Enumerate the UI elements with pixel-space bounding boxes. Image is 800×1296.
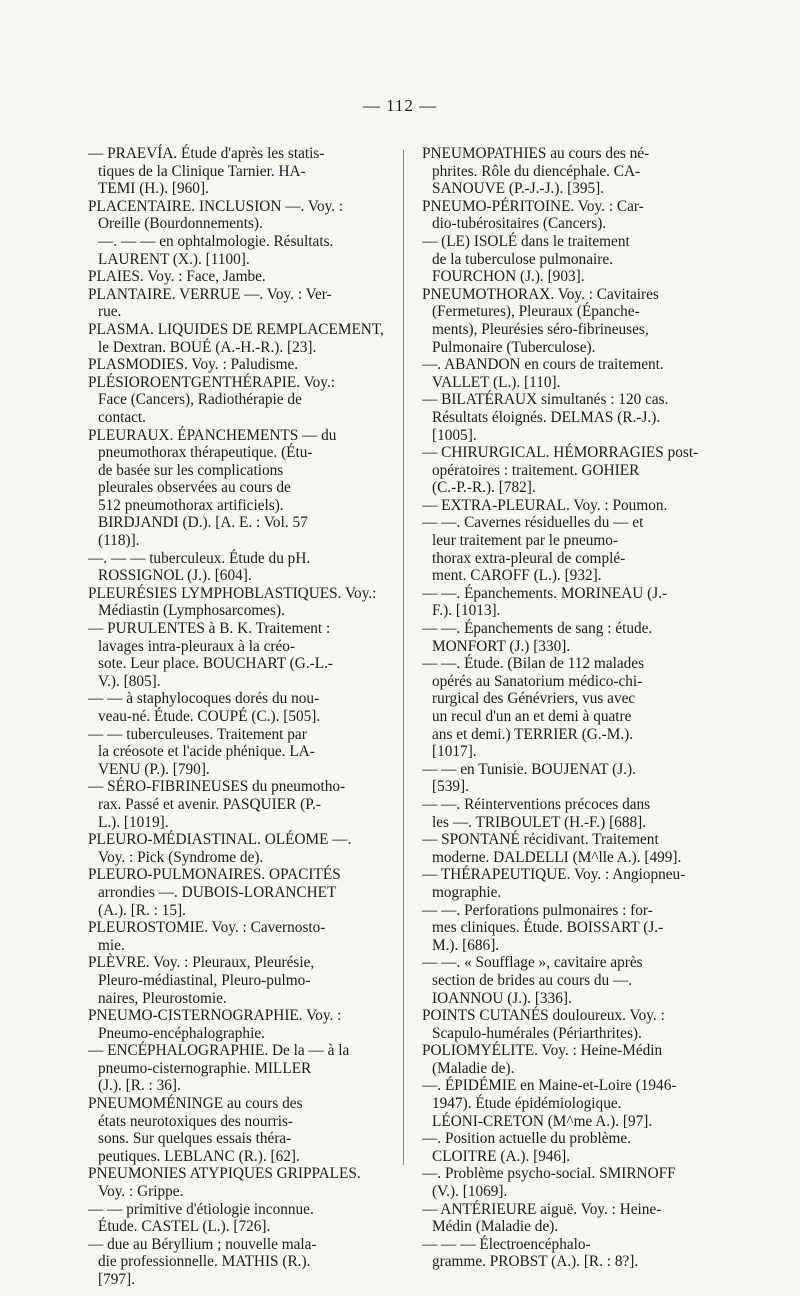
entry-line: TEMI (H.). [960]. xyxy=(98,180,209,198)
entry-line: de la tuberculose pulmonaire. xyxy=(432,250,613,268)
entry-line: — —. Perforations pulmonaires : for- xyxy=(422,901,653,919)
entry-line: — —. Épanchements de sang : étude. xyxy=(422,620,653,638)
entry-line: PLÈVRE. Voy. : Pleuraux, Pleurésie, xyxy=(88,954,315,972)
entry-line: BIRDJANDI (D.). [A. E. : Vol. 57 xyxy=(98,514,308,532)
entry-line: —. Problème psycho-social. SMIRNOFF xyxy=(422,1165,676,1183)
entry-line: ment. CAROFF (L.). [932]. xyxy=(432,567,602,585)
index-entry xyxy=(88,550,385,585)
entry-line: les —. TRIBOULET (H.-F.) [688]. xyxy=(432,813,647,831)
entry-line: — —. « Soufflage », cavitaire après xyxy=(422,954,643,972)
entry-line: — — tuberculeuses. Traitement par xyxy=(88,725,307,743)
entry-line: pneumothorax thérapeutique. (Étu- xyxy=(98,444,313,462)
entry-line: —. ABANDON en cours de traitement. xyxy=(422,356,664,374)
entry-line: PLEURO-MÉDIASTINAL. OLÉOME —. xyxy=(88,831,352,849)
entry-line: — ANTÉRIEURE aiguë. Voy. : Heine- xyxy=(422,1200,662,1218)
index-entry xyxy=(422,585,724,620)
entry-line: rax. Passé et avenir. PASQUIER (P.- xyxy=(98,795,321,813)
column-divider xyxy=(403,150,404,1165)
index-entry xyxy=(88,286,385,321)
entry-line: — (LE) ISOLÉ dans le traitement xyxy=(422,232,630,250)
entry-line: LAURENT (X.). [1100]. xyxy=(98,250,250,268)
entry-line: dio-tubérositaires (Cancers). xyxy=(432,215,607,233)
entry-line: — — en Tunisie. BOUJENAT (J.). xyxy=(422,760,636,778)
index-entry xyxy=(88,1165,385,1200)
entry-line: Pneumo-encéphalographie. xyxy=(98,1024,265,1042)
entry-line: Voy. : Pick (Syndrome de). xyxy=(98,848,264,866)
entry-line: VENU (P.). [790]. xyxy=(98,760,210,778)
index-entry xyxy=(422,1042,724,1077)
entry-line: CLOITRE (A.). [946]. xyxy=(432,1147,571,1165)
entry-line: (V.). [1069]. xyxy=(432,1183,508,1201)
index-entry xyxy=(88,919,385,954)
entry-line: sons. Sur quelques essais théra- xyxy=(98,1130,292,1148)
entry-line: SANOUVE (P.-J.-J.). [395]. xyxy=(432,180,605,198)
index-entry xyxy=(88,1042,385,1095)
index-entry xyxy=(88,145,385,198)
page-number: — 112 — xyxy=(362,96,438,115)
index-entry xyxy=(422,954,724,1007)
entry-line: — —. Cavernes résiduelles du — et xyxy=(422,514,644,532)
entry-line: mes cliniques. Étude. BOISSART (J.- xyxy=(432,919,664,937)
entry-line: 1947). Étude épidémiologique. xyxy=(432,1095,622,1113)
entry-line: opératoires : traitement. GOHIER xyxy=(432,461,640,479)
entry-line: Étude. CASTEL (L.). [726]. xyxy=(98,1218,271,1236)
entry-line: — BILATÉRAUX simultanés : 120 cas. xyxy=(422,391,669,409)
entry-line: lavages intra-pleuraux à la créo- xyxy=(98,637,296,655)
index-entry xyxy=(88,585,385,620)
index-entry xyxy=(422,391,724,444)
index-entry xyxy=(88,321,385,356)
entry-line: Médiastin (Lymphosarcomes). xyxy=(98,602,285,620)
entry-line: Face (Cancers), Radiothérapie de xyxy=(98,391,302,409)
entry-line: Pleuro-médiastinal, Pleuro-pulmo- xyxy=(98,971,311,989)
index-entry xyxy=(88,374,385,427)
entry-line: veau-né. Étude. COUPÉ (C.). [505]. xyxy=(98,708,321,725)
entry-line: PLASMODIES. Voy. : Paludisme. xyxy=(88,356,299,374)
entry-line: opérés au Sanatorium médico-chi- xyxy=(432,672,643,690)
index-entry xyxy=(422,497,724,515)
index-entry xyxy=(422,655,724,761)
entry-line: PLÉSIOROENTGENTHÉRAPIE. Voy.: xyxy=(88,373,336,391)
entry-line: PNEUMOMÉNINGE au cours des xyxy=(88,1095,303,1113)
index-entry xyxy=(88,866,385,919)
entry-line: thorax extra-pleural de complé- xyxy=(432,549,626,567)
index-entry xyxy=(422,1077,724,1130)
entry-line: VALLET (L.). [110]. xyxy=(432,373,561,391)
index-entry xyxy=(422,1007,724,1042)
entry-line: — PRAEVÍA. Étude d'après les statis- xyxy=(88,145,325,162)
entry-line: états neurotoxiques des nourris- xyxy=(98,1112,293,1130)
entry-line: PNEUMOTHORAX. Voy. : Cavitaires xyxy=(422,285,659,303)
entry-line: —. — — tuberculeux. Étude du pH. xyxy=(88,549,311,567)
index-entry xyxy=(88,1095,385,1165)
entry-line: Oreille (Bourdonnements). xyxy=(98,215,263,233)
entry-line: PLEURO-PULMONAIRES. OPACITÉS xyxy=(88,866,341,884)
entry-line: LÉONI-CRETON (M^me A.). [97]. xyxy=(432,1112,653,1130)
entry-line: L.). [1019]. xyxy=(98,813,169,831)
entry-line: Médin (Maladie de). xyxy=(432,1218,559,1236)
entry-line: V.). [805]. xyxy=(98,672,161,690)
entry-line: (Fermetures), Pleuraux (Épanche- xyxy=(432,303,640,321)
entry-line: peutiques. LEBLANC (R.). [62]. xyxy=(98,1147,300,1165)
entry-line: M.). [686]. xyxy=(432,936,500,954)
entry-line: rue. xyxy=(98,303,122,321)
entry-line: — — à staphylocoques dorés du nou- xyxy=(88,690,320,708)
entry-line: FOURCHON (J.). [903]. xyxy=(432,268,585,286)
entry-line: contact. xyxy=(98,408,146,426)
entry-line: pleurales observées au cours de xyxy=(98,479,291,497)
index-entry xyxy=(422,866,724,901)
entry-line: —. Position actuelle du problème. xyxy=(422,1130,632,1148)
entry-line: le Dextran. BOUÉ (A.-H.-R.). [23]. xyxy=(98,338,317,356)
index-entry xyxy=(422,831,724,866)
index-entry xyxy=(422,145,724,198)
index-entry xyxy=(422,356,724,391)
entry-line: la créosote et l'acide phénique. LA- xyxy=(98,743,315,761)
entry-line: PLAIES. Voy. : Face, Jambe. xyxy=(88,268,266,286)
entry-line: — SÉRO-FIBRINEUSES du pneumotho- xyxy=(88,778,346,796)
entry-line: — —. Étude. (Bilan de 112 malades xyxy=(422,655,645,673)
entry-line: PNEUMO-PÉRITOINE. Voy. : Car- xyxy=(422,197,644,215)
entry-line: arrondies —. DUBOIS-LORANCHET xyxy=(98,883,337,901)
entry-line: PNEUMOPATHIES au cours des né- xyxy=(422,145,650,162)
entry-line: —. ÉPIDÉMIE en Maine-et-Loire (1946- xyxy=(422,1077,677,1095)
entry-line: Résultats éloignés. DELMAS (R.-J.). xyxy=(432,408,661,426)
entry-line: ROSSIGNOL (J.). [604]. xyxy=(98,567,252,585)
entry-line: — —. Réinterventions précoces dans xyxy=(422,795,651,813)
index-entry xyxy=(422,1201,724,1236)
index-entry xyxy=(88,620,385,690)
index-entry xyxy=(88,831,385,866)
index-entry xyxy=(88,356,385,374)
index-entry xyxy=(88,268,385,286)
entry-line: un recul d'un an et demi à quatre xyxy=(432,708,632,725)
index-entry xyxy=(422,796,724,831)
index-entry xyxy=(88,1201,385,1236)
index-entry xyxy=(422,514,724,584)
entry-line: (J.). [R. : 36]. xyxy=(98,1077,181,1095)
entry-line: Pulmonaire (Tuberculose). xyxy=(432,338,596,356)
entry-line: moderne. DALDELLI (M^lle A.). [499]. xyxy=(432,848,682,866)
index-entry xyxy=(88,198,385,268)
entry-line: die professionnelle. MATHIS (R.). xyxy=(98,1253,311,1271)
entry-line: PLASMA. LIQUIDES DE REMPLACEMENT, xyxy=(88,320,384,338)
entry-line: IOANNOU (J.). [336]. xyxy=(432,989,572,1007)
index-entry xyxy=(88,427,385,550)
index-entry xyxy=(422,444,724,497)
entry-line: PNEUMONIES ATYPIQUES GRIPPALES. xyxy=(88,1165,361,1183)
index-entry xyxy=(88,778,385,831)
index-entry xyxy=(88,690,385,725)
index-entry xyxy=(422,286,724,356)
index-entry xyxy=(88,1236,385,1289)
index-entry xyxy=(422,902,724,955)
index-entry xyxy=(422,1130,724,1165)
index-entry xyxy=(88,726,385,779)
entry-line: — —. Épanchements. MORINEAU (J.- xyxy=(422,584,668,602)
entry-line: — PURULENTES à B. K. Traitement : xyxy=(88,620,331,638)
entry-line: de basée sur les complications xyxy=(98,461,284,479)
entry-line: — CHIRURGICAL. HÉMORRAGIES post- xyxy=(422,444,699,462)
entry-line: gramme. PROBST (A.). [R. : 8?]. xyxy=(432,1253,639,1271)
entry-line: PLANTAIRE. VERRUE —. Voy. : Ver- xyxy=(88,285,332,303)
entry-line: rurgical des Génévriers, vus avec xyxy=(432,690,636,708)
entry-line: — SPONTANÉ récidivant. Traitement xyxy=(422,831,659,849)
entry-line: ans et demi.) TERRIER (G.-M.). xyxy=(432,725,634,743)
index-entry xyxy=(88,1007,385,1042)
entry-line: Scapulo-humérales (Périarthrites). xyxy=(432,1024,642,1042)
index-entry xyxy=(422,1165,724,1200)
index-entry xyxy=(422,1236,724,1271)
entry-line: PLEURAUX. ÉPANCHEMENTS — du xyxy=(88,426,337,444)
entry-line: mie. xyxy=(98,936,125,954)
entry-line: pneumo-cisternographie. MILLER xyxy=(98,1059,312,1077)
entry-line: ments), Pleurésies séro-fibrineuses, xyxy=(432,320,649,338)
entry-line: [539]. xyxy=(432,778,469,796)
entry-line: POLIOMYÉLITE. Voy. : Heine-Médin xyxy=(422,1042,663,1060)
index-column-right xyxy=(422,145,724,1271)
entry-line: — THÉRAPEUTIQUE. Voy. : Angiopneu- xyxy=(422,866,686,884)
index-column-left xyxy=(88,145,385,1289)
index-entry xyxy=(422,233,724,286)
entry-line: — due au Béryllium ; nouvelle mala- xyxy=(88,1235,317,1253)
entry-line: F.). [1013]. xyxy=(432,602,501,620)
entry-line: (A.). [R. : 15]. xyxy=(98,901,186,919)
entry-line: PNEUMO-CISTERNOGRAPHIE. Voy. : xyxy=(88,1007,342,1025)
entry-line: PLACENTAIRE. INCLUSION —. Voy. : xyxy=(88,197,344,215)
index-entry xyxy=(422,198,724,233)
entry-line: [797]. xyxy=(98,1271,135,1288)
entry-line: 512 pneumothorax artificiels). xyxy=(98,496,284,514)
entry-line: — — primitive d'étiologie inconnue. xyxy=(88,1200,314,1218)
entry-line: — ENCÉPHALOGRAPHIE. De la — à la xyxy=(88,1042,350,1060)
index-entry xyxy=(422,620,724,655)
entry-line: —. — — en ophtalmologie. Résultats. xyxy=(98,232,334,250)
entry-line: — — — Électroencéphalo- xyxy=(422,1235,591,1253)
entry-line: tiques de la Clinique Tarnier. HA- xyxy=(98,162,306,180)
entry-line: naires, Pleurostomie. xyxy=(98,989,227,1007)
entry-line: phrites. Rôle du diencéphale. CA- xyxy=(432,162,641,180)
entry-line: [1017]. xyxy=(432,743,477,761)
entry-line: leur traitement par le pneumo- xyxy=(432,532,619,550)
entry-line: PLEURÉSIES LYMPHOBLASTIQUES. Voy.: xyxy=(88,584,377,602)
entry-line: section de brides au cours du —. xyxy=(432,971,633,989)
entry-line: (C.-P.-R.). [782]. xyxy=(432,479,536,497)
entry-line: [1005]. xyxy=(432,426,477,444)
entry-line: PLEUROSTOMIE. Voy. : Cavernosto- xyxy=(88,919,326,937)
index-entry xyxy=(422,761,724,796)
index-entry xyxy=(88,954,385,1007)
entry-line: mographie. xyxy=(432,883,502,901)
entry-line: — EXTRA-PLEURAL. Voy. : Poumon. xyxy=(422,496,668,514)
entry-line: (Maladie de). xyxy=(432,1059,515,1077)
entry-line: MONFORT (J.) [330]. xyxy=(432,637,571,655)
entry-line: sote. Leur place. BOUCHART (G.-L.- xyxy=(98,655,333,673)
entry-line: Voy. : Grippe. xyxy=(98,1183,184,1201)
entry-line: POINTS CUTANÉS douloureux. Voy. : xyxy=(422,1007,665,1025)
entry-line: (118)]. xyxy=(98,532,140,550)
